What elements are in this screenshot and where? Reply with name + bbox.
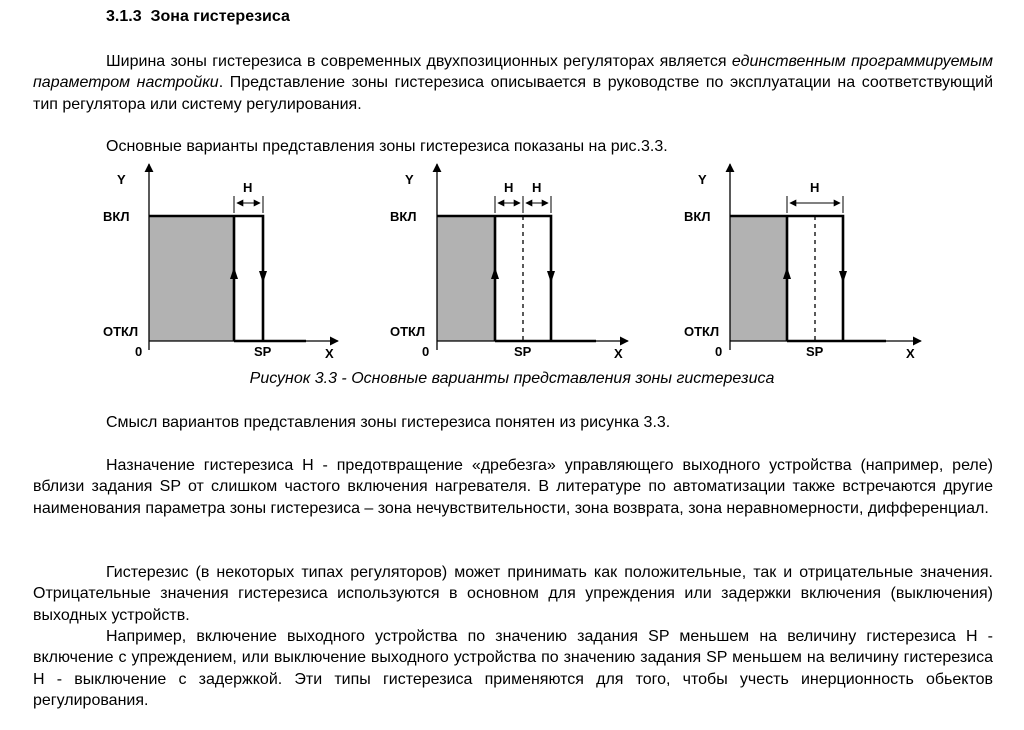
origin-label: 0	[422, 344, 430, 359]
off-level-label: ОТКЛ	[684, 324, 720, 339]
paragraph-negative-values-text: Гистерезис (в некоторых типах регуляторов) может принимать как положительные, так и отрицательные значения. Отрицательные значения гистерезиса используются в основном для упреждения или задержки включения (выключения) выходных устройств.	[33, 564, 993, 624]
hysteresis-diagram-1	[103, 164, 338, 361]
hysteresis-diagram-2	[390, 164, 628, 361]
y-axis-label: Y	[117, 172, 126, 187]
down-arrow-icon	[259, 271, 267, 283]
paragraph-figure-ref-text: Основные варианты представления зоны гистерезиса показаны на рис.3.3.	[106, 138, 668, 155]
setpoint-label: SP	[514, 344, 532, 359]
down-arrow-icon	[547, 271, 555, 283]
origin-label: 0	[135, 344, 143, 359]
setpoint-label: SP	[254, 344, 272, 359]
hysteresis-label-left: H	[504, 180, 514, 195]
paragraph-meaning	[33, 412, 993, 433]
on-region-shade	[730, 216, 787, 341]
paragraph-figure-ref	[33, 136, 993, 157]
on-level-label: ВКЛ	[684, 209, 711, 224]
on-region-shade	[149, 216, 234, 341]
paragraph-purpose-text: Назначение гистерезиса Н - предотвращение «дребезга» управляющего выходного устройства (например, реле) вблизи задания SP от слишком частого включения нагревателя. В литературе по автоматизации также встречаются другие наименования параметра зоны гистерезиса – зона нечувствительности, зона возврата, зона неравномерности, дифференциал.	[33, 457, 993, 517]
y-axis-label: Y	[698, 172, 707, 187]
paragraph-intro	[33, 51, 993, 115]
down-arrow-icon	[839, 271, 847, 283]
hysteresis-label: H	[810, 180, 820, 195]
paragraph-example-text: Например, включение выходного устройства по значению задания SP меньшем на величину гистерезиса Н - включение с упреждением, или выключение выходного устройства по значению задания SP меньшем на величину гистерезиса Н - выключение с задержкой. Эти типы гистерезиса применяются для того, чтобы учесть инерционность обьектов регулирования.	[33, 628, 993, 709]
x-axis-label: X	[325, 346, 334, 361]
section-title: Зона гистерезиса	[150, 8, 290, 25]
hysteresis-diagram-3	[684, 164, 921, 361]
setpoint-label: SP	[806, 344, 824, 359]
paragraph-example	[33, 626, 993, 711]
on-region-shade	[437, 216, 495, 341]
figure-caption: Рисунок 3.3 - Основные варианты представления зоны гистерезиса	[249, 370, 775, 387]
paragraph-intro-text-a: Ширина зоны гистерезиса в современных двухпозиционных регуляторах является	[106, 53, 732, 70]
x-axis-label: X	[906, 346, 915, 361]
hysteresis-label-right: H	[532, 180, 542, 195]
y-axis-label: Y	[405, 172, 414, 187]
section-heading	[106, 8, 290, 26]
hysteresis-label: H	[243, 180, 253, 195]
x-axis-label: X	[614, 346, 623, 361]
section-number: 3.1.3	[106, 8, 142, 25]
hysteresis-figure	[95, 160, 935, 368]
on-level-label: ВКЛ	[390, 209, 417, 224]
off-level-label: ОТКЛ	[103, 324, 139, 339]
paragraph-intro-emphasis: единственным программируемым параметром настройки	[33, 53, 994, 92]
paragraph-intro-text-b: . Представление зоны гистерезиса описывается в руководстве по эксплуатации на соответствующий тип регулятора или систему регулирования.	[33, 74, 994, 113]
paragraph-purpose	[33, 455, 993, 519]
off-level-label: ОТКЛ	[390, 324, 426, 339]
paragraph-meaning-text: Смысл вариантов представления зоны гистерезиса понятен из рисунка 3.3.	[106, 414, 671, 431]
on-level-label: ВКЛ	[103, 209, 130, 224]
paragraph-negative-values	[33, 562, 993, 626]
origin-label: 0	[715, 344, 723, 359]
